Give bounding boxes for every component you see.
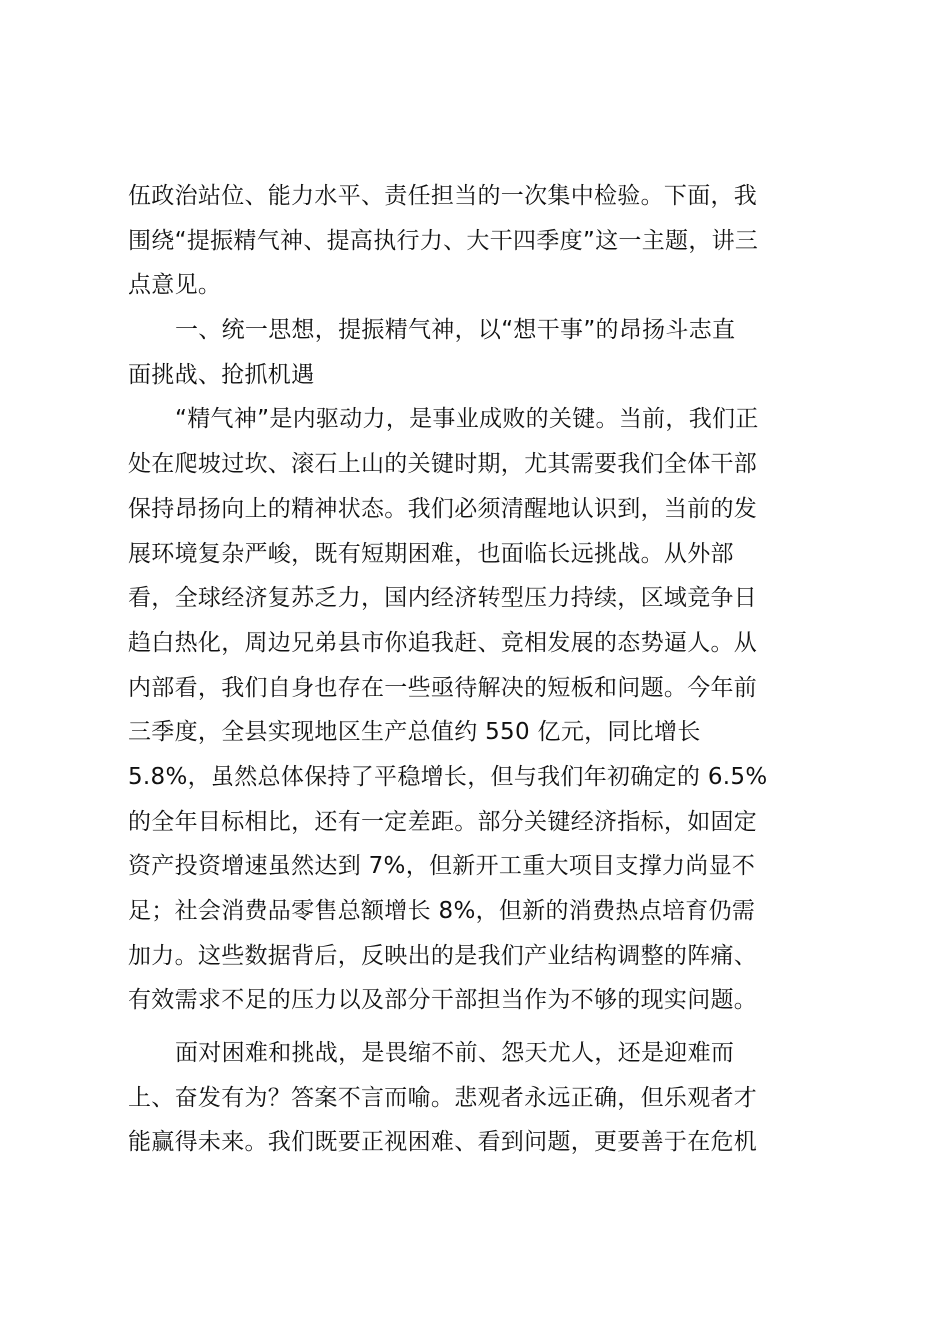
text-line: 上、奋发有为？答案不言而喻。悲观者永远正确，但乐观者才 [128,1084,758,1111]
text-line: 保持昂扬向上的精神状态。我们必须清醒地认识到，当前的发 [128,495,758,522]
section-heading-line: 一、统一思想，提振精气神，以“想干事”的昂扬斗志直 [175,317,736,344]
document-body [128,174,822,1165]
text-line: 点意见。 [128,272,222,299]
text-line: 展环境复杂严峻，既有短期困难，也面临长远挑战。从外部 [128,540,734,567]
text-line: 内部看，我们自身也存在一些亟待解决的短板和问题。今年前 [128,674,758,701]
text-line: 趋白热化，周边兄弟县市你追我赶、竞相发展的态势逼人。从 [128,629,758,656]
text-line: 能赢得未来。我们既要正视困难、看到问题，更要善于在危机 [128,1129,758,1156]
text-line: 的全年目标相比，还有一定差距。部分关键经济指标，如固定 [128,808,758,835]
text-line: 资产投资增速虽然达到 7%，但新开工重大项目支撑力尚显不 [128,853,756,880]
text-line: 看，全球经济复苏乏力，国内经济转型压力持续，区域竞争日 [128,585,758,612]
text-line: 处在爬坡过坎、滚石上山的关键时期，尤其需要我们全体干部 [128,451,758,478]
section-heading-line: 面挑战、抢抓机遇 [128,361,315,388]
text-line: 伍政治站位、能力水平、责任担当的一次集中检验。下面，我 [128,183,758,209]
text-line: 面对困难和挑战，是畏缩不前、怨天尤人，还是迎难而 [175,1040,735,1067]
text-line: “精气神”是内驱动力，是事业成败的关键。当前，我们正 [175,406,759,433]
text-line: 有效需求不足的压力以及部分干部担当作为不够的现实问题。 [128,987,758,1014]
text-line: 三季度，全县实现地区生产总值约 550 亿元，同比增长 [128,719,701,746]
text-line: 5.8%，虽然总体保持了平稳增长，但与我们年初确定的 6.5% [128,763,768,790]
text-line: 围绕“提振精气神、提高执行力、大干四季度”这一主题，讲三 [128,227,759,254]
text-line: 足；社会消费品零售总额增长 8%，但新的消费热点培育仍需 [128,898,756,924]
text-line: 加力。这些数据背后，反映出的是我们产业结构调整的阵痛、 [128,942,758,969]
